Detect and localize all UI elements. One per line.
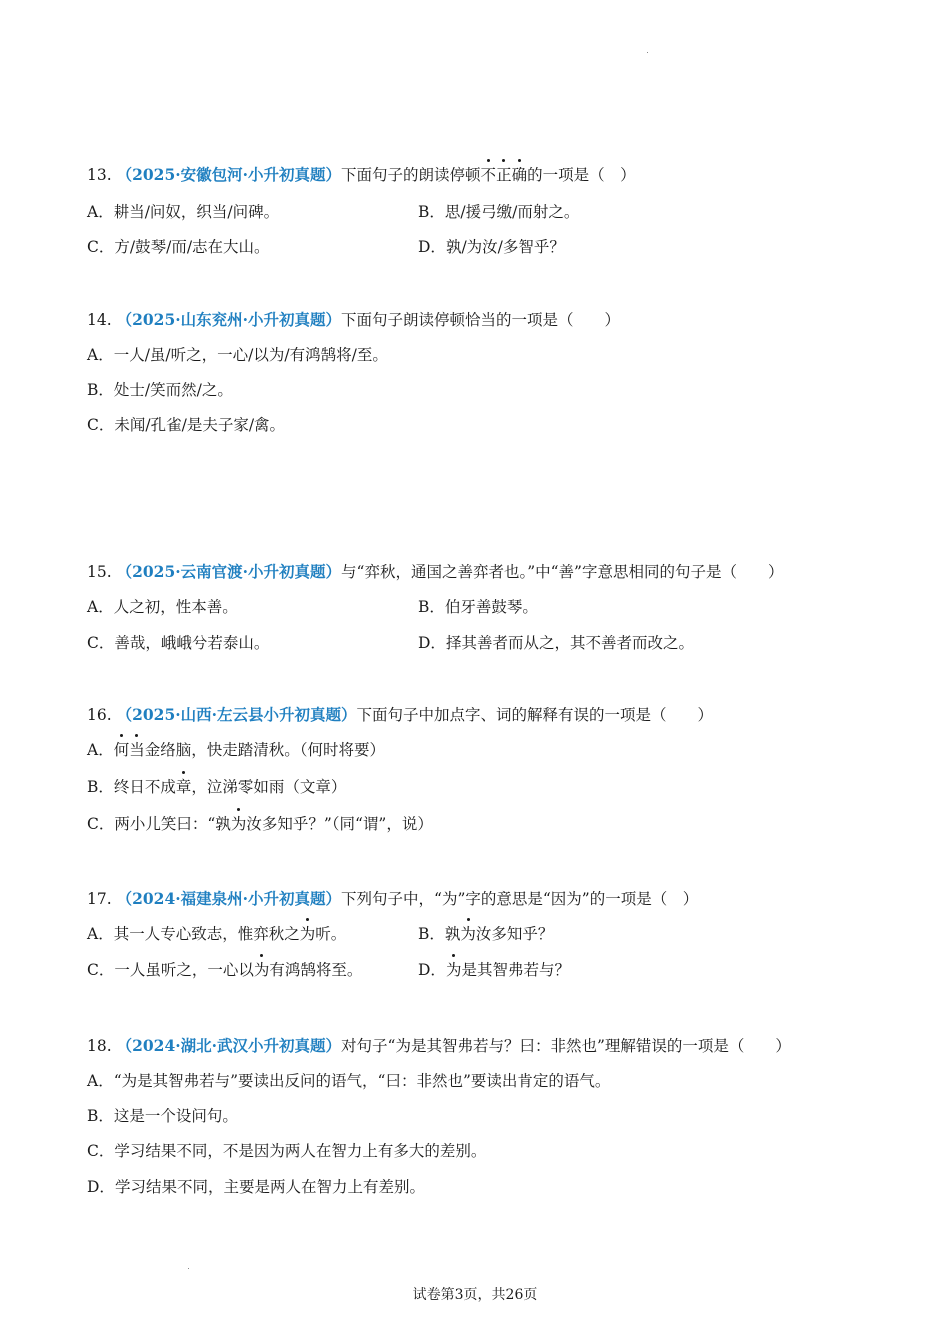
question-number: 17. [87, 890, 112, 908]
question-text: 下面句子中加点字、词的解释有误的一项是（ ） [356, 706, 714, 724]
option-b: B．这是一个设问句。 [87, 1107, 238, 1125]
option-c: C．一人虽听之，一心以为有鸿鹄将至。 [87, 961, 363, 979]
question-source: （2025·山西·左云县小升初真题） [116, 705, 357, 724]
option-d: D．择其善者而从之，其不善者而改之。 [418, 634, 694, 652]
question-text: 对句子“为是其智弗若与？曰：非然也”理解错误的一项是（ ） [341, 1037, 791, 1055]
option-c: C．学习结果不同，不是因为两人在智力上有多大的差别。 [87, 1142, 487, 1160]
dotted-char: 为 [253, 961, 270, 979]
option-c: C．方/鼓琴/而/志在大山。 [87, 238, 270, 256]
option-c: C．两小儿笑曰：“孰为汝多知乎？”（同“谓”，说） [87, 815, 433, 833]
question-17-stem [87, 889, 698, 909]
question-source: （2025·安徽包河·小升初真题） [116, 165, 342, 184]
question-number: 18. [87, 1037, 112, 1055]
option-b: B．思/援弓缴/而射之。 [418, 203, 580, 221]
dotted-char: 当 [129, 741, 145, 759]
option-a: A．何当金络脑，快走踏清秋。（何时将要） [87, 741, 385, 759]
page-footer: 试卷第3页，共26页 [412, 1287, 538, 1303]
question-source: （2024·湖北·武汉小升初真题） [116, 1036, 342, 1055]
question-text: 下列句子中，“为”字的意思是“因为”的一项是（ ） [341, 890, 699, 908]
dotted-char: 为 [230, 815, 247, 833]
question-14-stem [87, 310, 620, 330]
option-a: A．一人/虽/听之，一心/以为/有鸿鹄将/至。 [87, 346, 388, 364]
question-text: 的一项是（ ） [527, 166, 636, 184]
option-d: D．为是其智弗若与？ [418, 961, 570, 979]
dotted-char: 为 [299, 925, 316, 943]
question-text: 下面句子的朗读停顿 [341, 166, 481, 184]
option-a: A．耕当/问奴，织当/问碑。 [87, 203, 280, 221]
option-c: C．善哉，峨峨兮若泰山。 [87, 634, 270, 652]
option-b: B．终日不成章，泣涕零如雨（文章） [87, 778, 347, 796]
dotted-char: 何 [113, 741, 130, 759]
question-16-stem [87, 705, 713, 725]
question-source: （2025·山东兖州·小升初真题） [116, 310, 342, 329]
option-c: C．未闻/孔雀/是夫子家/禽。 [87, 416, 286, 434]
dotted-char: 为 [460, 925, 476, 943]
option-a: A．“为是其智弗若与”要读出反问的语气，“曰：非然也”要读出肯定的语气。 [87, 1072, 611, 1090]
dotted-char: 章 [175, 778, 192, 796]
question-source: （2025·云南官渡·小升初真题） [116, 562, 342, 581]
question-13-stem [87, 165, 636, 185]
option-d: D．学习结果不同，主要是两人在智力上有差别。 [87, 1178, 425, 1196]
page-mark-bottom [188, 1268, 189, 1269]
question-number: 14. [87, 311, 112, 329]
option-b: B．伯牙善鼓琴。 [418, 598, 538, 616]
page-mark-top [647, 52, 648, 53]
option-a: A．人之初，性本善。 [87, 598, 238, 616]
question-source: （2024·福建泉州·小升初真题） [116, 889, 342, 908]
option-b: B．处士/笑而然/之。 [87, 381, 233, 399]
question-text: 下面句子朗读停顿恰当的一项是（ ） [341, 311, 621, 329]
dotted-char: 为 [445, 961, 462, 979]
option-a: A．其一人专心致志，惟弈秋之为听。 [87, 925, 347, 943]
option-b: B．孰为汝多知乎？ [418, 925, 554, 943]
dotted-char: 正 [496, 166, 512, 184]
question-number: 13. [87, 166, 112, 184]
question-number: 15. [87, 563, 112, 581]
dotted-char: 不 [480, 166, 497, 184]
question-15-stem [87, 562, 783, 582]
question-number: 16. [87, 706, 112, 724]
question-text: 与“弈秋，通国之善弈者也。”中“善”字意思相同的句子是（ ） [341, 563, 784, 581]
dotted-char: 确 [511, 166, 528, 184]
option-d: D．孰/为汝/多智乎？ [418, 238, 565, 256]
question-18-stem [87, 1036, 791, 1056]
